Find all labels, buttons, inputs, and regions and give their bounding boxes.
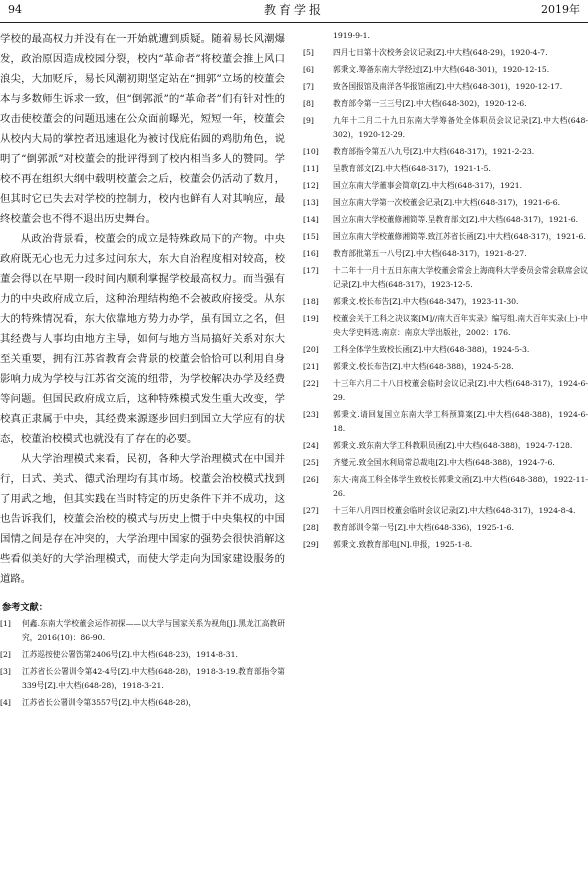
reference-text: 十三年八月四日校董会临时会议记录[Z].中大档(648-317)，1924-8-4. xyxy=(333,506,576,515)
reference-number xyxy=(303,29,333,43)
reference-item xyxy=(303,377,588,405)
body-paragraph: 从大学治理模式来看，民初，各种大学治理模式在中国并行，日式、美式、德式治理均有其市场。校董会治校模式找到了用武之地，但其实践在当时特定的历史条件下并不成功，这也告诉我们，校董会治校的模式与历史上惯于中央集权的中国国情之间是存在冲突的，大学治理中国家的强势会很快消解这些看似美好的大学治理模式，而使大学走向为国家建设服务的道路。 xyxy=(0,453,285,585)
reference-number: [1] xyxy=(0,619,11,628)
reference-text: 齐燮元.致全国水利局常总裁电[Z].中大档(648-388)，1924-7-6. xyxy=(333,458,555,467)
reference-number: [17] xyxy=(303,266,319,275)
reference-text: 国立东南大学第一次校董会记录[Z].中大档(648-317)，1921-6-6. xyxy=(333,198,561,207)
reference-number: [28] xyxy=(303,523,319,532)
reference-number: [2] xyxy=(0,650,11,659)
page-header xyxy=(0,0,588,20)
reference-text: 何鑫.东南大学校董会运作初探——以大学与国家关系为视角[J].黑龙江高教研究，2016(10)：86-90. xyxy=(22,619,285,642)
reference-text: 郭秉文.校长布告[Z].中大档(648-347)，1923-11-30. xyxy=(333,297,519,306)
reference-item xyxy=(303,360,588,374)
page-number: 94 xyxy=(8,3,22,16)
reference-item xyxy=(303,29,588,43)
reference-text: 江苏巡按使公署饬第2406号[Z].中大档(648-23)，1914-8-31. xyxy=(22,650,238,659)
reference-number: [29] xyxy=(303,540,319,549)
reference-number: [25] xyxy=(303,458,319,467)
reference-text: 郭秉文.校长布告[Z].中大档(648-388)，1924-5-28. xyxy=(333,362,514,371)
publication-year: 2019年 xyxy=(541,3,580,16)
reference-item xyxy=(303,312,588,340)
reference-number: [22] xyxy=(303,379,319,388)
reference-item xyxy=(303,145,588,159)
reference-text: 四月七日第十次校务会议记录[Z].中大档(648-29)，1920-4-7. xyxy=(333,48,548,57)
reference-number: [23] xyxy=(303,410,319,419)
reference-number: [21] xyxy=(303,362,319,371)
reference-item xyxy=(303,179,588,193)
reference-item xyxy=(303,538,588,552)
right-column xyxy=(303,29,588,555)
reference-item xyxy=(0,696,285,710)
reference-item xyxy=(303,408,588,436)
reference-item xyxy=(0,617,285,645)
references-list-left xyxy=(0,617,285,710)
reference-item xyxy=(303,504,588,518)
reference-text: 江苏省长公署训令第3557号[Z].中大档(648-28)， xyxy=(22,698,197,707)
journal-title: 教育学报 xyxy=(263,3,324,17)
reference-item xyxy=(303,63,588,77)
reference-item xyxy=(0,665,285,693)
reference-text: 十三年六月二十八日校董会临时会议记录[Z].中大档(648-317)，1924-6-29. xyxy=(333,379,588,402)
reference-number: [20] xyxy=(303,345,319,354)
reference-item xyxy=(303,264,588,292)
reference-text: 郭秉文.筹备东南大学经过[Z].中大档(648-301)，1920-12-15. xyxy=(333,65,550,74)
reference-item xyxy=(303,247,588,261)
header-rule xyxy=(0,22,588,23)
reference-text: 致各国报馆及南洋各华报馆函[Z].中大档(648-301)，1920-12-17. xyxy=(333,82,563,91)
reference-number: [19] xyxy=(303,314,319,323)
reference-text: 教育部训令第一号[Z].中大档(648-336)，1925-1-6. xyxy=(333,523,514,532)
reference-text: 九年十二月二十九日东南大学筹备处全体职员会议记录[Z].中大档(648-302)，1920-12-29. xyxy=(333,116,588,139)
reference-item xyxy=(303,295,588,309)
reference-item xyxy=(303,521,588,535)
body-text xyxy=(0,29,285,589)
reference-number: [6] xyxy=(303,65,314,74)
reference-text: 国立东南大学校董修湘简等.呈教育部文[Z].中大档(648-317)，1921-6. xyxy=(333,215,579,224)
reference-item xyxy=(303,46,588,60)
reference-item xyxy=(303,97,588,111)
reference-text: 呈教育部文[Z].中大档(648-317)，1921-1-5. xyxy=(333,164,491,173)
reference-text: 教育部令第一三三号[Z].中大档(648-302)，1920-12-6. xyxy=(333,99,527,108)
reference-number: [10] xyxy=(303,147,319,156)
reference-number: [16] xyxy=(303,249,319,258)
reference-item xyxy=(303,456,588,470)
reference-text: 教育部指令第五八九号[Z].中大档(648-317)，1921-2-23. xyxy=(333,147,535,156)
reference-text: 郭秉文.请回复国立东南大学工科预算案[Z].中大档(648-388)，1924-6-18. xyxy=(333,410,588,433)
reference-text: 江苏省长公署训令第42-4号[Z].中大档(648-28)，1918-3-19.教育部指令第339号[Z].中大档(648-28)，1918-3-21. xyxy=(22,667,285,690)
reference-number: [7] xyxy=(303,82,314,91)
reference-item xyxy=(303,196,588,210)
reference-text: 郭秉文.致教育部电[N].申报，1925-1-8. xyxy=(333,540,473,549)
reference-number: [26] xyxy=(303,475,319,484)
reference-number: [3] xyxy=(0,667,11,676)
reference-number: [12] xyxy=(303,181,319,190)
reference-text: 工科全体学生致校长函[Z].中大档(648-388)，1924-5-3. xyxy=(333,345,530,354)
reference-number: [11] xyxy=(303,164,319,173)
reference-number: [15] xyxy=(303,232,319,241)
reference-number: [18] xyxy=(303,297,319,306)
reference-item xyxy=(303,114,588,142)
reference-item xyxy=(303,473,588,501)
reference-text: 教育部批第五一八号[Z].中大档(648-317)，1921-8-27. xyxy=(333,249,527,258)
reference-text: 校董会关于工科之决议案[M]//南大百年实录》编写组.南大百年实录(上)·中央大学史料选.南京：南京大学出版社，2002：176. xyxy=(333,314,588,337)
references-list-right xyxy=(303,29,588,552)
reference-text: 国立东南大学董事会简章[Z].中大档(648-317)，1921. xyxy=(333,181,523,190)
reference-number: [5] xyxy=(303,48,314,57)
reference-number: [27] xyxy=(303,506,319,515)
reference-text: 十二年十一月十五日东南大学校董会常会上海商科大学委员会常会联席会议记录[Z].中大档(648-317)，1923-12-5. xyxy=(333,266,588,289)
reference-text: 国立东南大学校董修湘简等.致江苏省长函[Z].中大档(648-317)，1921-6. xyxy=(333,232,586,241)
reference-number: [24] xyxy=(303,441,319,450)
body-paragraph: 学校的最高权力并没有在一开始就遭到质疑。随着易长风潮爆发，政治原因造成校园分裂，校内“革命者”将校董会推上风口浪尖，大加贬斥，易长风潮初期坚定站在“拥郭”立场的校董会本与多数师生诉求一致，但“倒郭派”的“革命者”们有针对性的攻击使校董会的问题迅速在公众面前曝光，短短一年，校董会从校内大局的掌控者迅速退化为被讨伐庇佑圆的鸡肋角色，说明了“倒郭派”对校董会的批评得到了校内相当多人的赞同。学校不再在组织大纲中载明校董会之后，校董会仍活动了数月，但其时它已失去对学校的控制力，校内也鲜有人对其响应，最终校董会也不得不退出历史舞台。 xyxy=(0,33,285,225)
reference-text: 郭秉文.致东南大学工科教职员函[Z].中大档(648-388)，1924-7-128. xyxy=(333,441,573,450)
reference-number: [9] xyxy=(303,116,314,125)
reference-text: 东大·南高工科全体学生致校长郭秉文函[Z].中大档(648-388)，1922-11-26. xyxy=(333,475,588,498)
reference-item xyxy=(303,343,588,357)
references-heading: 参考文献： xyxy=(2,602,48,613)
reference-number: [14] xyxy=(303,215,319,224)
reference-item xyxy=(303,80,588,94)
reference-item xyxy=(303,439,588,453)
reference-text: 1919-9-1. xyxy=(333,31,370,40)
left-column xyxy=(0,29,285,713)
reference-item xyxy=(303,230,588,244)
reference-number: [13] xyxy=(303,198,319,207)
reference-number: [4] xyxy=(0,698,11,707)
reference-number: [8] xyxy=(303,99,314,108)
reference-item xyxy=(303,213,588,227)
body-paragraph: 从政治背景看，校董会的成立是特殊政局下的产物。中央政府既无心也无力过多过问东大，东大自治程度相对较高，校董会得以在早期一段时间内顺利掌握学校最高权力。而当强有力的中央政府成立后，这种治理结构绝不会被政府接受。从东大的特殊情况看，东大依靠地方势力办学，虽有国立之名，但其经费与人事均由地方主导，如何与地方当局搞好关系对东大至关重要，拥有江苏省教育会背景的校董会恰恰可以利用自身影响力成为学校与江苏省交流的纽带，为学校解决办学及经费等问题。但国民政府成立后，这种特殊模式发生重大改变，学校真正隶属于中央，其经费来源逐步回归到国立大学应有的状态，校董治校模式也就没有了存在的必要。 xyxy=(0,233,285,445)
reference-item xyxy=(303,162,588,176)
reference-item xyxy=(0,648,285,662)
